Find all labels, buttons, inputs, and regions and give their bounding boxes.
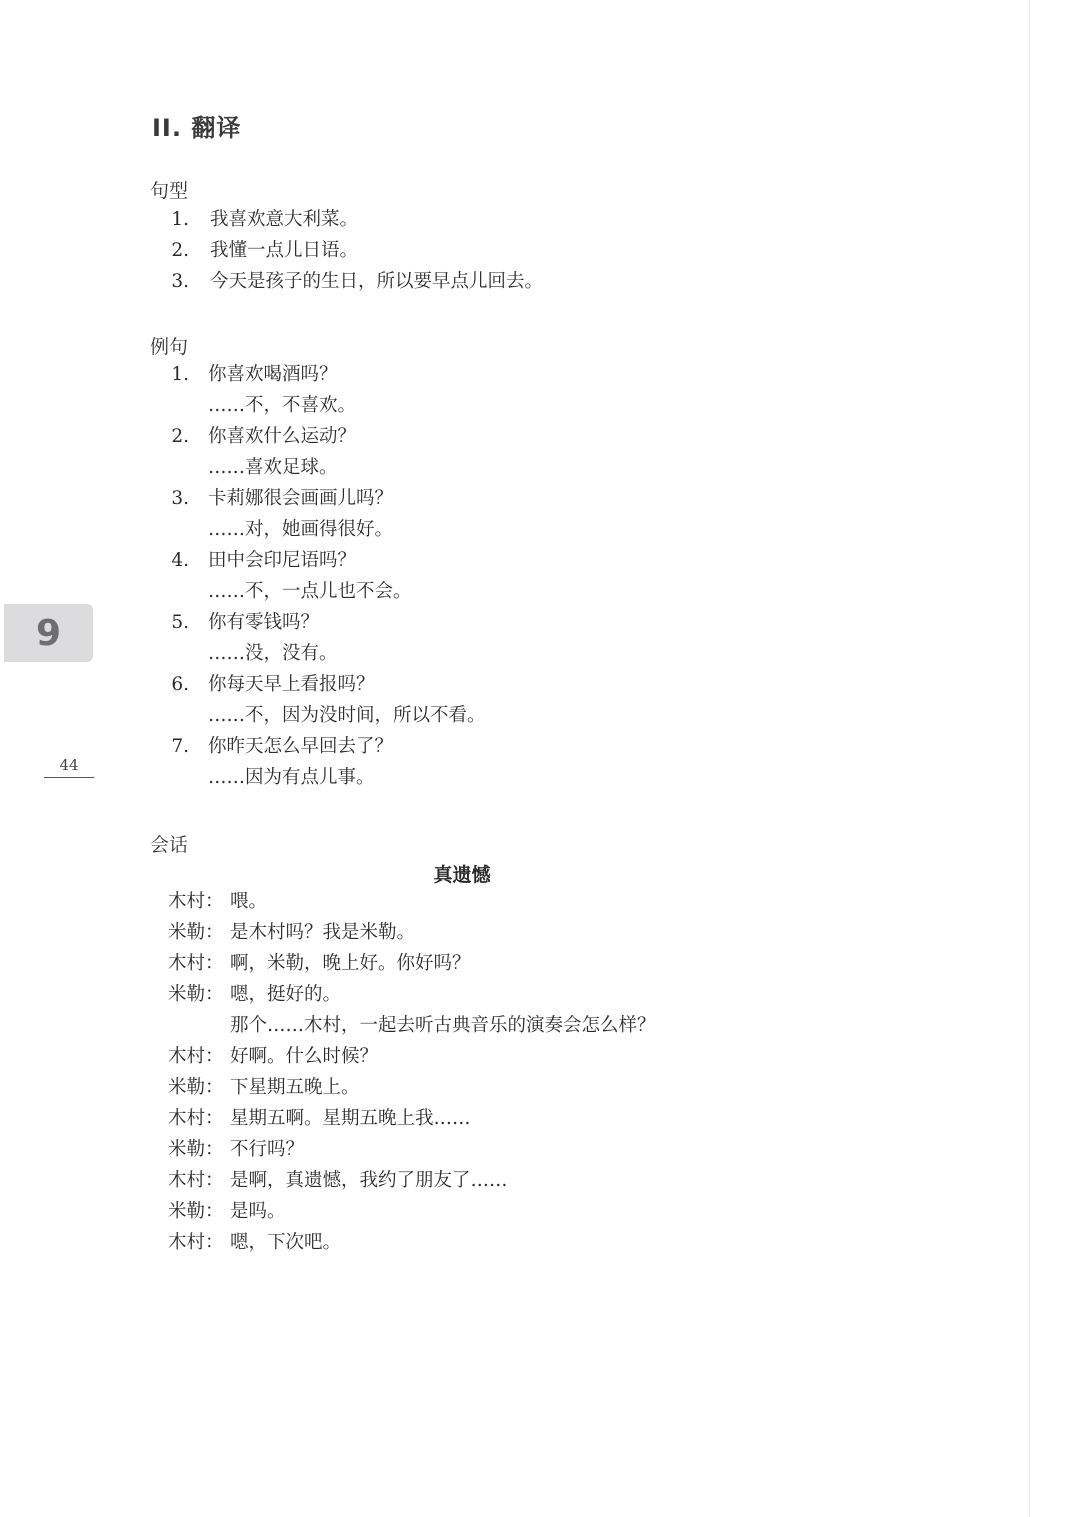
example-number: 2. — [171, 426, 189, 447]
dialogue-line: 嗯，下次吧。 — [230, 1232, 342, 1253]
pattern-sentence: 我喜欢意大利菜。 — [210, 209, 359, 230]
example-number: 4. — [171, 550, 189, 571]
example-answer: ……因为有点儿事。 — [208, 767, 375, 788]
page-edge-line — [1029, 0, 1030, 1517]
dialogue-line: 下星期五晚上。 — [230, 1077, 360, 1098]
dialogue-line: 好啊。什么时候？ — [230, 1046, 379, 1067]
example-question: 卡莉娜很会画画儿吗？ — [208, 488, 394, 509]
dialogue-line: 是啊，真遗憾，我约了朋友了…… — [230, 1170, 508, 1191]
page-number: 44 — [44, 756, 94, 778]
dialogue-line: 嗯，挺好的。 — [230, 984, 342, 1005]
example-number: 1. — [171, 364, 189, 385]
dialogue-line: 啊，米勒，晚上好。你好吗？ — [230, 953, 471, 974]
pattern-number: 3. — [171, 271, 189, 292]
dialogue-line: 喂。 — [230, 891, 268, 912]
speaker-label: 木村： — [168, 1232, 224, 1253]
example-answer: ……没，没有。 — [208, 643, 338, 664]
speaker-label: 木村： — [168, 953, 224, 974]
pattern-sentence: 我懂一点儿日语。 — [210, 240, 359, 261]
dialogue-line: 那个……木村，一起去听古典音乐的演奏会怎么样？ — [230, 1015, 656, 1036]
example-answer: ……喜欢足球。 — [208, 457, 338, 478]
example-question: 你昨天怎么早回去了？ — [208, 736, 394, 757]
example-number: 7. — [171, 736, 189, 757]
subhead-conversation: 会话 — [150, 834, 189, 856]
speaker-label: 木村： — [168, 1170, 224, 1191]
example-question: 你喜欢什么运动？ — [208, 426, 357, 447]
speaker-label: 米勒： — [168, 1201, 224, 1222]
example-number: 6. — [171, 674, 189, 695]
example-question: 你有零钱吗？ — [208, 612, 320, 633]
speaker-label: 米勒： — [168, 922, 224, 943]
speaker-label: 米勒： — [168, 984, 224, 1005]
speaker-label: 木村： — [168, 1108, 224, 1129]
speaker-label: 米勒： — [168, 1077, 224, 1098]
pattern-number: 2. — [171, 240, 189, 261]
speaker-label: 木村： — [168, 1046, 224, 1067]
dialogue-line: 不行吗？ — [230, 1139, 305, 1160]
example-number: 3. — [171, 488, 189, 509]
example-answer: ……不，因为没时间，所以不看。 — [208, 705, 486, 726]
chapter-tab: 9 — [4, 604, 93, 662]
speaker-label: 木村： — [168, 891, 224, 912]
dialogue-line: 星期五啊。星期五晚上我…… — [230, 1108, 471, 1129]
pattern-sentence: 今天是孩子的生日，所以要早点儿回去。 — [210, 271, 544, 292]
subhead-sentence-patterns: 句型 — [150, 180, 189, 202]
example-answer: ……不，不喜欢。 — [208, 395, 357, 416]
dialogue-line: 是吗。 — [230, 1201, 286, 1222]
example-question: 你喜欢喝酒吗？ — [208, 364, 338, 385]
example-number: 5. — [171, 612, 189, 633]
example-question: 你每天早上看报吗？ — [208, 674, 375, 695]
conversation-title: 真遗憾 — [433, 864, 491, 886]
pattern-number: 1. — [171, 209, 189, 230]
example-answer: ……对，她画得很好。 — [208, 519, 394, 540]
subhead-examples: 例句 — [150, 336, 189, 358]
section-title: II. 翻译 — [152, 114, 242, 142]
example-question: 田中会印尼语吗？ — [208, 550, 357, 571]
speaker-label: 米勒： — [168, 1139, 224, 1160]
example-answer: ……不，一点儿也不会。 — [208, 581, 412, 602]
dialogue-line: 是木村吗？我是米勒。 — [230, 922, 416, 943]
